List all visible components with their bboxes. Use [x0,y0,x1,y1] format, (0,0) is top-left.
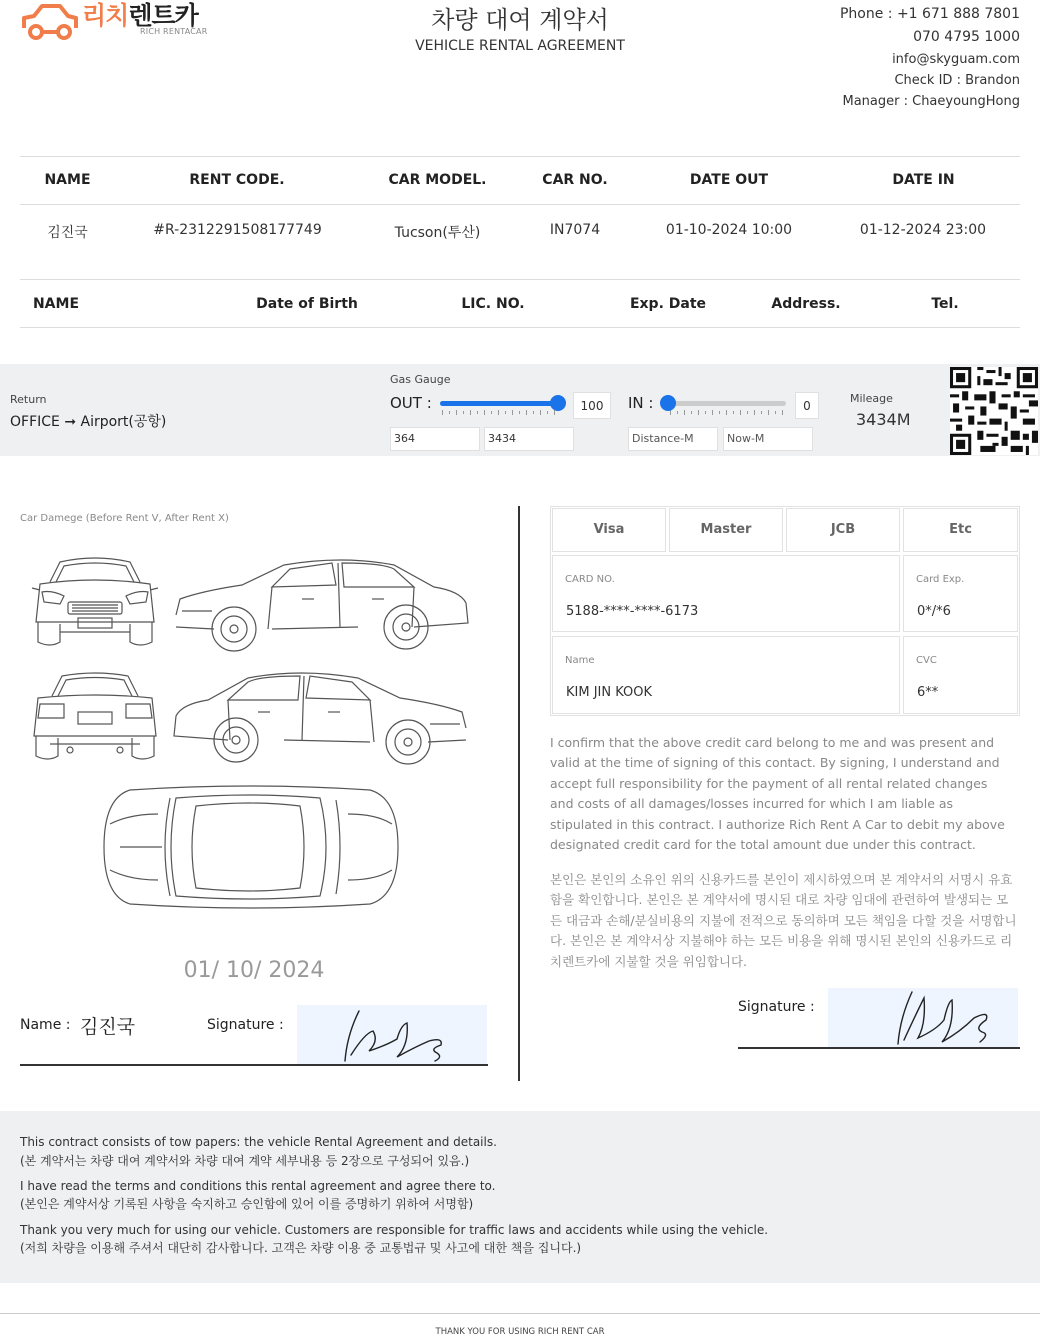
header-date-out: DATE OUT [689,172,769,188]
signature-label-right: Signature : [738,999,815,1015]
phone-1: Phone : +1 671 888 7801 [839,6,1020,22]
mileage-label: Mileage [850,392,893,405]
card-exp-label: Card Exp. [916,574,965,585]
terms-band [0,1111,1040,1283]
gauge-tick [677,411,678,414]
name-label: Name : [20,1017,71,1033]
gas-out-label: OUT : [390,394,432,412]
signature-stroke [297,1005,487,1065]
table-divider [20,279,1020,280]
gauge-tick [768,410,769,415]
gauge-tick [470,410,471,415]
card-name-label: Name [565,655,595,666]
car-front-view-icon [30,552,160,656]
phone-2: 070 4795 1000 [913,29,1020,45]
return-label: Return [10,393,47,406]
card-cvc-field[interactable] [903,636,1018,714]
gauge-tick [754,410,755,415]
gauge-tick [463,411,464,414]
gauge-tick [670,410,671,415]
gauge-tick [726,410,727,415]
cell-car-no: IN7074 [549,222,601,238]
car-rear-view-icon [30,668,160,770]
consent-english: I confirm that the above credit card belong to me and was present and valid at the time of signing of this contact. By signing, I understand and accept full responsibility for the payment of all rental related changes and costs of all damages/losses incurred for which I am liable as stipulated in this contract. I authorize Rich Rent A Car to debit my above designated credit card for the total amount due under this contract. [550,735,1005,853]
card-type-etc[interactable] [903,508,1018,552]
signature-label-left: Signature : [207,1017,284,1033]
gauge-tick [491,411,492,414]
card-type-jcb-label: JCB [830,522,856,537]
card-number-value: 5188-****-****-6173 [566,604,699,619]
card-type-jcb[interactable] [786,508,900,552]
table-divider [20,156,1020,157]
consent-korean: 본인은 본인의 소유인 위의 신용카드를 본인이 제시하였으며 본 계약서의 서명시 유효함을 확인합니다. 본인은 본 계약서에 명시된 대로 차량 임대에 관련하여 발생되는 모든 대금과 손해/분실비용의 지불에 전적으로 동의하며 모든 책임을 다할 것을 서명합니다. 본인은 본 계약서상 지불해야 하는 모든 비용을 위해 명시된 본인의 신용카드로 리치렌트카에 지불할 것을 위임합니다. [550,872,1017,969]
card-type-visa-label: Visa [593,522,625,537]
logo-subtitle: RICH RENTACAR [140,27,208,36]
gauge-tick [477,411,478,414]
section-divider [518,506,520,1081]
driver-header-tel: Tel. [931,296,959,312]
gauge-tick [782,410,783,415]
contact-block [840,3,1020,112]
check-id: Check ID : Brandon [894,73,1020,88]
driver-header-exp-date: Exp. Date [629,296,707,312]
card-type-master[interactable] [669,508,783,552]
gas-in-value[interactable]: 0 [795,392,819,419]
driver-header-license: LIC. NO. [461,296,525,312]
gauge-tick [719,411,720,414]
manager: Manager : ChaeyoungHong [842,94,1020,109]
gauge-tick [519,411,520,414]
signature-stroke [828,988,1018,1048]
name-value: 김진국 [80,1016,136,1038]
status-band [0,364,1040,456]
gauge-tick [554,410,555,415]
gauge-tick [442,410,443,415]
qr-code-icon [950,367,1038,455]
mileage-value: 3434M [856,410,911,429]
distance-out-input[interactable]: 364 [390,427,480,451]
gauge-tick [505,411,506,414]
email: info@skyguam.com [892,52,1020,67]
gauge-tick [512,410,513,415]
cell-date-in: 01-12-2024 23:00 [859,222,987,238]
card-number-label: CARD NO. [565,574,615,585]
gas-out-value[interactable]: 100 [573,392,611,419]
gauge-tick [747,411,748,414]
terms-line-5: Thank you very much for using our vehicle. Customers are responsible for traffic laws and accidents while using the vehicle. [20,1223,769,1237]
gauge-tick [456,410,457,415]
header-name: NAME [44,172,91,188]
logo-wordmark: 리치렌트카 [82,1,198,30]
terms-line-3: I have read the terms and conditions this rental agreement and agree there to. [20,1179,496,1193]
gauge-tick [526,410,527,415]
car-left-side-icon [172,668,470,768]
card-number-field[interactable] [552,555,900,632]
card-type-visa[interactable] [552,508,666,552]
terms-line-4: (본인은 계약서상 기록된 사항을 숙지하고 승인함에 있어 이를 증명하기 위하여 서명함) [20,1197,474,1211]
gauge-tick [733,411,734,414]
signature-pad-right[interactable] [828,988,1018,1048]
gauge-tick [533,411,534,414]
title-korean: 차량 대여 계약서 [431,6,609,34]
gas-gauge-label: Gas Gauge [390,373,451,386]
header-car-no: CAR NO. [542,172,608,188]
terms-line-2: (본 계약서는 차량 대여 계약서와 차량 대여 계약 세부내용 등 2장으로 구성되어 있음.) [20,1154,470,1168]
title-english: VEHICLE RENTAL AGREEMENT [415,38,625,54]
card-exp-value: 0*/*6 [917,604,951,619]
mileage-out-input[interactable]: 3434 [484,427,574,451]
cell-car-model: Tucson(투산) [394,225,481,241]
thank-you-text: THANK YOU FOR USING RICH RENT CAR [435,1327,605,1337]
header-rent-code: RENT CODE. [189,172,285,188]
return-value: OFFICE ➞ Airport(공항) [10,414,167,430]
signature-line-left [20,1064,488,1066]
gauge-tick [775,411,776,414]
driver-header-name: NAME [32,296,80,312]
gauge-tick [484,410,485,415]
card-type-etc-label: Etc [949,522,972,537]
signature-line-right [738,1047,1020,1049]
gauge-tick [684,410,685,415]
driver-header-address: Address. [771,296,841,312]
gauge-tick [547,411,548,414]
signature-pad-left[interactable] [297,1005,487,1065]
in-ticks [668,410,786,416]
card-cvc-label: CVC [916,655,937,666]
gauge-tick [540,410,541,415]
card-exp-field[interactable] [903,555,1018,632]
gauge-tick [691,411,692,414]
footer-divider [0,1313,1040,1314]
header-date-in: DATE IN [892,172,955,188]
terms-line-1: This contract consists of tow papers: the vehicle Rental Agreement and details. [20,1135,497,1149]
gauge-tick [740,410,741,415]
gauge-tick [498,410,499,415]
now-mileage-input[interactable]: Now-M [723,427,813,451]
card-type-master-label: Master [700,522,752,537]
car-right-side-icon [172,555,470,655]
damage-label: Car Damege (Before Rent V, After Rent X) [20,513,229,524]
gauge-tick [712,410,713,415]
distance-in-input[interactable]: Distance-M [628,427,718,451]
rental-date: 01/ 10/ 2024 [183,958,325,983]
driver-header-dob: Date of Birth [256,296,358,312]
table-divider [20,204,1020,205]
card-name-value: KIM JIN KOOK [566,685,653,700]
gas-in-label: IN : [628,394,654,412]
out-ticks [440,410,558,416]
gauge-tick [698,410,699,415]
car-top-view-icon [100,784,402,910]
card-cvc-value: 6** [917,685,939,700]
gauge-tick [761,411,762,414]
terms-line-6: (저희 차량을 이용해 주셔서 대단히 감사합니다. 고객은 차량 이용 중 교통법규 및 사고에 대한 책을 집니다.) [20,1241,582,1255]
card-name-field[interactable] [552,636,900,714]
table-divider [20,327,1020,328]
cell-rent-code: #R-2312291508177749 [153,222,322,238]
cell-name: 김진국 [47,225,88,241]
cell-date-out: 01-10-2024 10:00 [665,222,793,238]
header-car-model: CAR MODEL. [388,172,487,188]
gas-out-handle[interactable] [550,395,566,411]
gauge-tick [705,411,706,414]
gas-in-handle[interactable] [660,395,676,411]
gauge-tick [449,411,450,414]
